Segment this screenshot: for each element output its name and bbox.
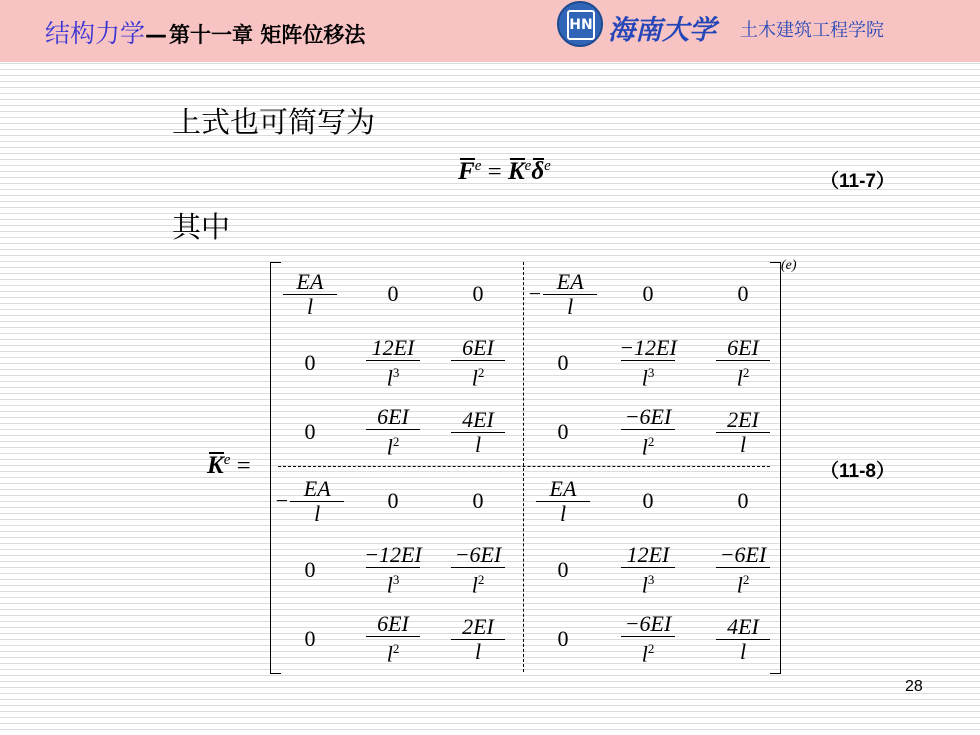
matrix-zero: 0 [387,281,399,306]
matrix-numerator: 2EI [727,406,759,432]
equals-sign: = [481,158,508,186]
matrix-denominator: $l^2$ [621,636,675,666]
matrix-numerator: EA [303,475,331,501]
matrix-cell [523,607,603,671]
matrix-zero: 0 [642,488,654,513]
matrix-numerator: −6EI [454,541,502,567]
stiffness-matrix: K [507,158,525,186]
matrix-cell [523,400,603,464]
matrix-denominator: $l^3$ [366,567,420,597]
matrix-zero: 0 [557,626,569,651]
matrix-numerator: EA [549,475,577,501]
where-text: 其中 [172,210,231,244]
matrix-zero: 0 [304,557,316,582]
equation-label-11-7: （11-7） [820,171,895,192]
matrix-cell [353,400,433,464]
matrix-cell [438,262,518,326]
chapter-title: 第十一章 矩阵位移法 [169,23,366,47]
matrix-denominator: l [290,501,344,526]
matrix-numerator: 4EI [727,613,759,639]
matrix-zero: 0 [737,488,749,513]
matrix-cell [270,400,350,464]
matrix-cell [270,331,350,395]
matrix-cell [438,400,518,464]
matrix-cell [353,538,433,602]
matrix-sign: − [528,281,542,306]
matrix-denominator: $l^3$ [621,360,675,390]
matrix-denominator: $l^2$ [366,636,420,666]
matrix-cell [353,607,433,671]
matrix-denominator: $l^3$ [621,567,675,597]
matrix-numerator: −6EI [624,403,672,429]
matrix-cell [703,469,783,533]
matrix-denominator: $l^2$ [366,429,420,459]
matrix-numerator: EA [296,268,324,294]
matrix-zero: 0 [737,281,749,306]
matrix-cell [353,469,433,533]
equation-11-7: $F^e = K^e\delta^e$ [458,158,551,186]
matrix-zero: 0 [387,488,399,513]
matrix-denominator: $l^2$ [716,567,770,597]
matrix-cell [438,607,518,671]
matrix-cell [523,331,603,395]
matrix-zero: 0 [304,626,316,651]
slide-header [0,0,980,62]
stiffness-matrix-label: K [207,452,224,480]
matrix-denominator: l [716,432,770,457]
title-separator: — [145,23,168,48]
matrix-zero: 0 [557,350,569,375]
matrix-zero: 0 [557,419,569,444]
matrix-zero: 0 [557,557,569,582]
matrix-numerator: −12EI [364,541,422,567]
matrix-cell [270,607,350,671]
matrix-cell [270,469,350,533]
matrix-denominator: l [451,432,505,457]
matrix-zero: 0 [472,488,484,513]
matrix-numerator: 2EI [462,613,494,639]
department-name: 土木建筑工程学院 [740,20,884,41]
matrix-cell [608,400,688,464]
matrix-numerator: 6EI [727,334,759,360]
matrix-numerator: 6EI [462,334,494,360]
matrix-sign: − [275,488,289,513]
matrix-cell [703,607,783,671]
university-name: 海南大学 [608,15,716,46]
matrix-denominator: l [716,639,770,664]
matrix-cell [608,331,688,395]
course-title: 结构力学 [45,19,146,48]
matrix-cell [608,538,688,602]
matrix-denominator: $l^2$ [451,567,505,597]
matrix-cell [353,331,433,395]
matrix-zero: 0 [472,281,484,306]
matrix-cell [438,469,518,533]
matrix-cell [608,607,688,671]
matrix-superscript: (e) [781,258,797,273]
matrix-horizontal-partition [278,466,770,467]
matrix-cell [608,469,688,533]
university-logo-icon [557,1,603,47]
page-number: 28 [905,678,923,695]
matrix-numerator: EA [556,268,584,294]
matrix-cell [703,331,783,395]
matrix-cell [270,262,350,326]
matrix-denominator: $l^3$ [366,360,420,390]
logo-text: HN [567,10,595,40]
matrix-zero: 0 [304,419,316,444]
header-title [45,14,365,50]
matrix-cell [703,400,783,464]
matrix-numerator: −6EI [719,541,767,567]
matrix-denominator: l [283,294,337,319]
matrix-cell [703,538,783,602]
matrix-cell [523,262,603,326]
matrix-zero: 0 [304,350,316,375]
matrix-lhs: $K^e$ = [207,452,251,480]
matrix-denominator: $l^2$ [621,429,675,459]
matrix-numerator: −12EI [619,334,677,360]
matrix-cell [523,469,603,533]
matrix-numerator: 12EI [626,541,670,567]
matrix-denominator: l [543,294,597,319]
matrix-denominator: $l^2$ [451,360,505,390]
force-vector: F [458,158,475,186]
matrix-cell [608,262,688,326]
matrix-zero: 0 [642,281,654,306]
matrix-numerator: 12EI [371,334,415,360]
matrix-cell [270,538,350,602]
matrix-equals: = [230,452,251,480]
matrix-numerator: 4EI [462,406,494,432]
matrix-cell [703,262,783,326]
displacement-vector: δ [531,158,545,186]
matrix-cell [438,538,518,602]
matrix-cell [523,538,603,602]
matrix-numerator: 6EI [377,403,409,429]
matrix-denominator: l [536,501,590,526]
matrix-denominator: l [451,639,505,664]
matrix-cell [353,262,433,326]
matrix-numerator: 6EI [377,610,409,636]
intro-text: 上式也可简写为 [172,105,376,139]
equation-label-11-8: （11-8） [820,461,895,482]
matrix-numerator: −6EI [624,610,672,636]
matrix-denominator: $l^2$ [716,360,770,390]
matrix-cell [438,331,518,395]
